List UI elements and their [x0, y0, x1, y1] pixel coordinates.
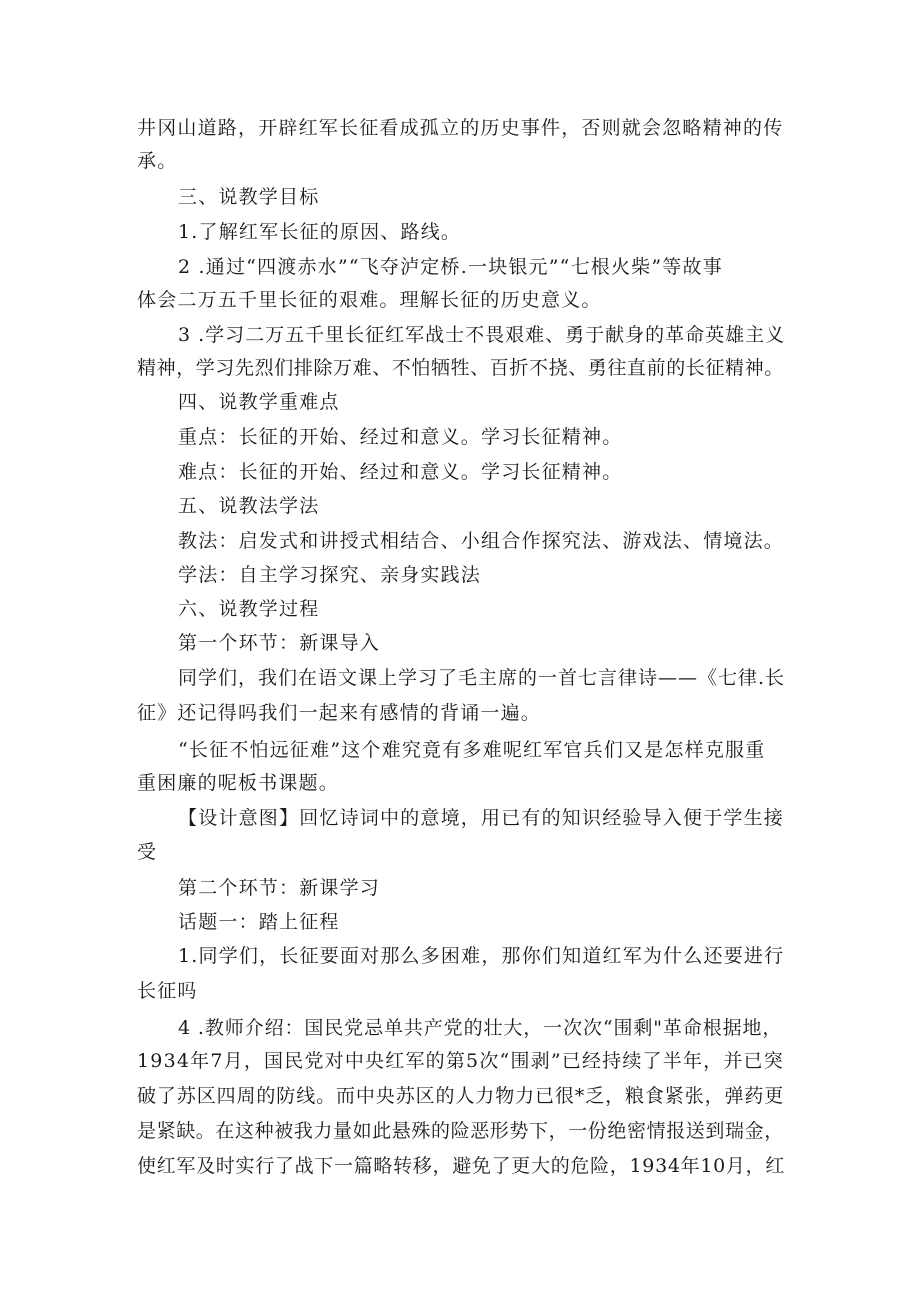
- paragraph-line: 破了苏区四周的防线。而中央苏区的人力物力已很*乏，粮食紧张，弹药更: [137, 1085, 785, 1107]
- paragraph-line: 体会二万五千里长征的艰难。理解长征的历史意义。: [137, 289, 602, 311]
- paragraph-line: 1.同学们，长征要面对那么多困难，那你们知道红军为什么还要进行: [178, 945, 785, 967]
- paragraph-line: 重困廉的呢板书课题。: [137, 772, 340, 794]
- paragraph-line: 3 .学习二万五千里长征红军战士不畏艰难、勇于献身的革命英雄主义: [178, 324, 786, 346]
- section-heading: 六、说教学过程: [178, 598, 320, 620]
- subsection-heading: 第二个环节：新课学习: [178, 877, 381, 899]
- paragraph-line: 精神，学习先烈们排除万难、不怕牺牲、百折不挠、勇往直前的长征精神。: [137, 357, 784, 379]
- section-heading: 五、说教法学法: [178, 495, 320, 517]
- paragraph-line: 1.了解红军长征的原因、路线。: [178, 221, 462, 243]
- paragraph-line: 征》还记得吗我们一起来有感情的背诵一遍。: [137, 702, 542, 724]
- topic-heading: 话题一：踏上征程: [178, 911, 340, 933]
- paragraph-line: 学法：自主学习探究、亲身实践法: [178, 564, 482, 586]
- paragraph-line: 承。: [137, 150, 178, 172]
- subsection-heading: 第一个环节：新课导入: [178, 632, 381, 654]
- paragraph-line: 受: [137, 841, 158, 863]
- paragraph-line: 长征吗: [137, 980, 198, 1002]
- paragraph-line: 是紧缺。在这种被我力量如此悬殊的险恶形势下，一份绝密情报送到瑞金，: [137, 1120, 784, 1142]
- paragraph-line: 【设计意图】回忆诗词中的意境，用已有的知识经验导入便于学生接: [178, 807, 785, 829]
- paragraph-line: 2 .通过“四渡赤水”“飞夺泸定桥.一块银元”“七根火柴”等故事: [178, 256, 723, 278]
- paragraph-line: “长征不怕远征难”这个难究竟有多难呢红军官兵们又是怎样克服重: [178, 739, 766, 761]
- section-heading: 三、说教学目标: [178, 186, 320, 208]
- paragraph-line: 使红军及时实行了战下一篇略转移，避免了更大的危险，1934年10月，红: [137, 1155, 786, 1177]
- paragraph-line: 1934年7月，国民党对中央红军的第5次“围剥”已经持续了半年，并已突: [137, 1050, 784, 1072]
- paragraph-line: 同学们，我们在语文课上学习了毛主席的一首七言律诗——《七律.长: [178, 667, 786, 689]
- paragraph-line: 教法：启发式和讲授式相结合、小组合作探究法、游戏法、情境法。: [178, 530, 785, 552]
- paragraph-line: 井冈山道路，开辟红军长征看成孤立的历史事件，否则就会忽略精神的传: [137, 117, 784, 139]
- section-heading: 四、说教学重难点: [178, 391, 340, 413]
- paragraph-line: 4 .教师介绍：国民党忌单共产党的壮大，一次次“围剩"革命根据地，: [178, 1017, 783, 1039]
- paragraph-line: 难点：长征的开始、经过和意义。学习长征精神。: [178, 461, 623, 483]
- paragraph-line: 重点：长征的开始、经过和意义。学习长征精神。: [178, 426, 623, 448]
